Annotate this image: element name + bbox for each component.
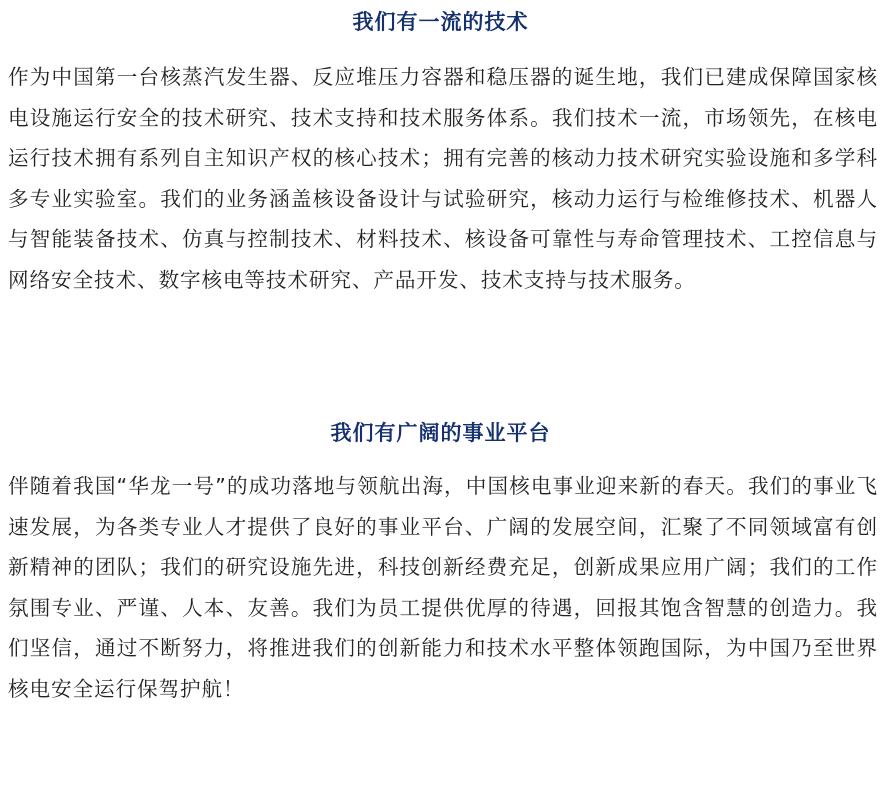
section-2-body: 伴随着我国“华龙一号”的成功落地与领航出海，中国核电事业迎来新的春天。我们的事业飞速发展，为各类专业人才提供了良好的事业平台、广阔的发展空间，汇聚了不同领域富有创新精神的团队；我们的研究设施先进，科技创新经费充足，创新成果应用广阔；我们的工作氛围专业、严谨、人本、友善。我们为员工提供优厚的待遇，回报其饱含智慧的创造力。我们坚信，通过不断努力，将推进我们的创新能力和技术水平整体领跑国际，为中国乃至世界核电安全运行保驾护航！ xyxy=(8,474,878,701)
section-1-body: 作为中国第一台核蒸汽发生器、反应堆压力容器和稳压器的诞生地，我们已建成保障国家核电设施运行安全的技术研究、技术支持和技术服务体系。我们技术一流，市场领先，在核电运行技术拥有系列自主知识产权的核心技术；拥有完善的核动力技术研究实验设施和多学科多专业实验室。我们的业务涵盖核设备设计与试验研究，核动力运行与检维修技术、机器人与智能装备技术、仿真与控制技术、材料技术、核设备可靠性与寿命管理技术、工控信息与网络安全技术、数字核电等技术研究、产品开发、技术支持与技术服务。 xyxy=(8,65,878,292)
section-1-heading-wrap xyxy=(0,12,881,33)
section-1-heading xyxy=(343,12,539,33)
section-2-heading-text: 我们有广阔的事业平台 xyxy=(330,421,551,445)
section-2-heading xyxy=(321,423,561,444)
section-1-heading-text: 我们有一流的技术 xyxy=(352,10,529,34)
section-2-heading-wrap xyxy=(0,423,881,444)
